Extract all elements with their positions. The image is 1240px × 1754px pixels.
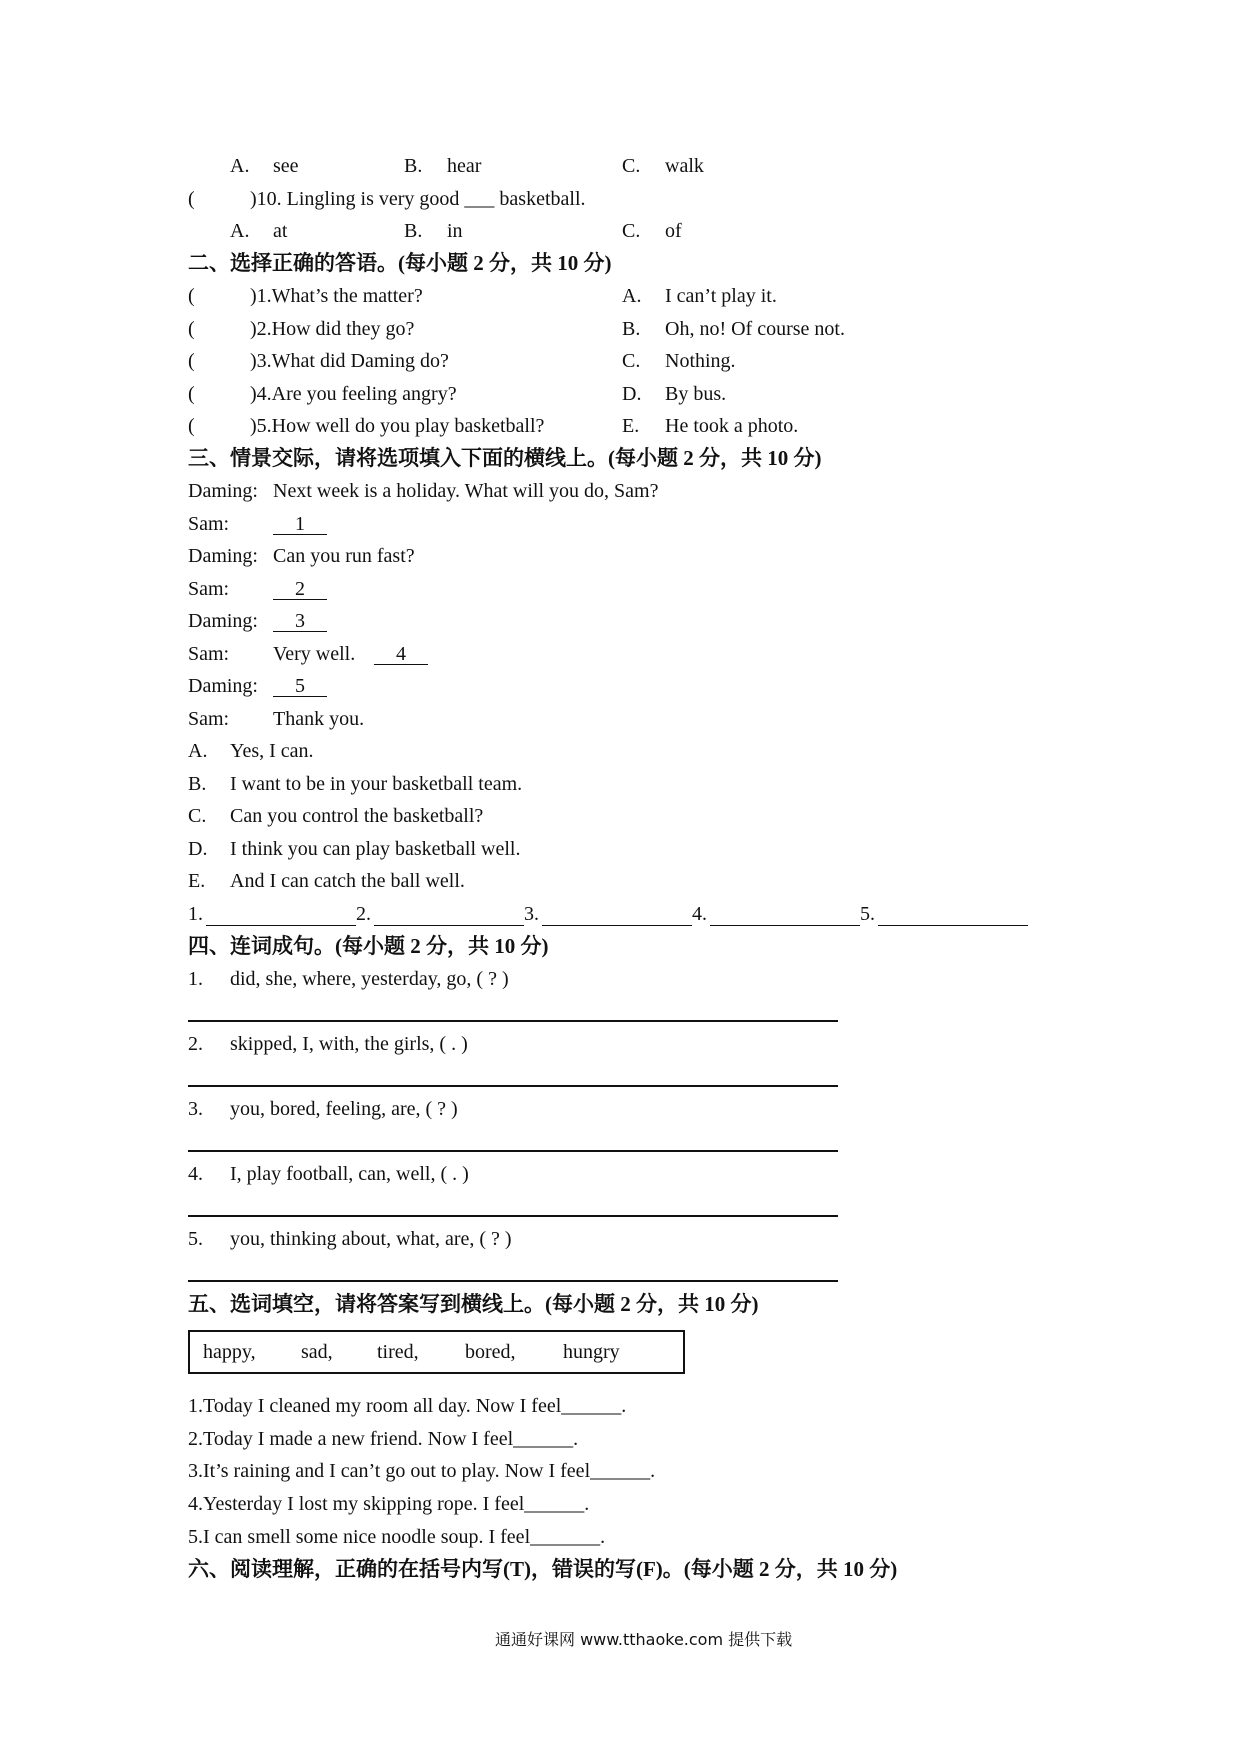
answer-number: 5. (860, 903, 875, 925)
answer-text: I can’t play it. (665, 285, 777, 307)
section-2-heading: 二、选择正确的答语。(每小题 2 分，共 10 分) (188, 251, 612, 275)
speaker: Daming: (188, 675, 258, 697)
speaker: Sam: (188, 708, 230, 730)
fill-sentence[interactable]: 4.Yesterday I lost my skipping rope. I feel______. (188, 1493, 590, 1515)
answer-blank[interactable] (878, 904, 1028, 926)
fill-sentence[interactable]: 2.Today I made a new friend. Now I feel______. (188, 1428, 579, 1450)
question-paren: ( (188, 285, 195, 307)
write-line[interactable] (188, 1150, 838, 1152)
question-paren: ( (188, 188, 195, 210)
speaker: Sam: (188, 513, 230, 535)
write-line[interactable] (188, 1020, 838, 1022)
write-line[interactable] (188, 1280, 838, 1282)
blank-3[interactable]: 3 (273, 611, 327, 632)
footer-text: 通通好课网 www.tthaoke.com 提供下载 (495, 1630, 793, 1649)
question-paren: ( (188, 415, 195, 437)
question-paren: ( (188, 350, 195, 372)
option-letter: A. (230, 220, 250, 242)
question-text: )5.How well do you play basketball? (250, 415, 545, 437)
section-5-heading: 五、选词填空，请将答案写到横线上。(每小题 2 分，共 10 分) (188, 1292, 759, 1316)
question-text: )4.Are you feeling angry? (250, 383, 457, 405)
item-number: 4. (188, 1163, 203, 1185)
option-letter: D. (188, 838, 208, 860)
dialogue-line: Can you run fast? (273, 545, 415, 567)
option-text: in (447, 220, 463, 242)
option-letter: E. (188, 870, 206, 892)
question-text: )1.What’s the matter? (250, 285, 423, 307)
word: tired, (377, 1341, 419, 1363)
blank-1[interactable]: 1 (273, 514, 327, 535)
option-text: I think you can play basketball well. (230, 838, 521, 860)
blank-2[interactable]: 2 (273, 579, 327, 600)
section-3-heading: 三、情景交际，请将选项填入下面的横线上。(每小题 2 分，共 10 分) (188, 446, 822, 470)
item-words: did, she, where, yesterday, go, ( ? ) (230, 968, 509, 990)
option-text: Can you control the basketball? (230, 805, 484, 827)
option-letter: B. (404, 220, 423, 242)
answer-number: 3. (524, 903, 539, 925)
answer-blank[interactable] (710, 904, 860, 926)
option-text: hear (447, 155, 482, 177)
option-text: of (665, 220, 682, 242)
blank-4[interactable]: 4 (374, 644, 428, 665)
blank-5[interactable]: 5 (273, 676, 327, 697)
write-line[interactable] (188, 1215, 838, 1217)
section-6-heading: 六、阅读理解，正确的在括号内写(T)，错误的写(F)。(每小题 2 分，共 10 分) (188, 1557, 898, 1581)
answer-letter: C. (622, 350, 641, 372)
option-letter: C. (622, 155, 641, 177)
speaker: Sam: (188, 643, 230, 665)
option-text: see (273, 155, 299, 177)
answer-text: Oh, no! Of course not. (665, 318, 845, 340)
dialogue-line: Thank you. (273, 708, 365, 730)
option-letter: B. (188, 773, 207, 795)
speaker: Sam: (188, 578, 230, 600)
question-10: )10. Lingling is very good ___ basketball. (250, 188, 586, 210)
item-words: you, bored, feeling, are, ( ? ) (230, 1098, 458, 1120)
word: happy, (203, 1341, 256, 1363)
answer-text: By bus. (665, 383, 727, 405)
option-text: walk (665, 155, 704, 177)
dialogue-line: Very well. (273, 643, 356, 665)
speaker: Daming: (188, 480, 258, 502)
word: hungry (563, 1341, 620, 1363)
question-text: )3.What did Daming do? (250, 350, 449, 372)
answer-text: He took a photo. (665, 415, 799, 437)
answer-letter: D. (622, 383, 642, 405)
write-line[interactable] (188, 1085, 838, 1087)
item-number: 3. (188, 1098, 203, 1120)
answer-blank[interactable] (374, 904, 524, 926)
fill-sentence[interactable]: 1.Today I cleaned my room all day. Now I feel______. (188, 1395, 627, 1417)
answer-letter: B. (622, 318, 641, 340)
answer-number: 2. (356, 903, 371, 925)
fill-sentence[interactable]: 3.It’s raining and I can’t go out to play. Now I feel______. (188, 1460, 656, 1482)
option-letter: B. (404, 155, 423, 177)
option-letter: A. (230, 155, 250, 177)
option-text: Yes, I can. (230, 740, 314, 762)
answer-letter: E. (622, 415, 640, 437)
item-words: you, thinking about, what, are, ( ? ) (230, 1228, 512, 1250)
item-words: I, play football, can, well, ( . ) (230, 1163, 469, 1185)
speaker: Daming: (188, 610, 258, 632)
item-number: 2. (188, 1033, 203, 1055)
word: bored, (465, 1341, 516, 1363)
speaker: Daming: (188, 545, 258, 567)
answer-blank[interactable] (206, 904, 356, 926)
option-letter: C. (188, 805, 207, 827)
answer-text: Nothing. (665, 350, 736, 372)
question-text: )2.How did they go? (250, 318, 415, 340)
dialogue-line: Next week is a holiday. What will you do, Sam? (273, 480, 659, 502)
section-4-heading: 四、连词成句。(每小题 2 分，共 10 分) (188, 934, 549, 958)
option-letter: C. (622, 220, 641, 242)
option-text: And I can catch the ball well. (230, 870, 465, 892)
item-words: skipped, I, with, the girls, ( . ) (230, 1033, 468, 1055)
word: sad, (301, 1341, 333, 1363)
option-letter: A. (188, 740, 208, 762)
fill-sentence[interactable]: 5.I can smell some nice noodle soup. I feel_______. (188, 1526, 606, 1548)
answer-letter: A. (622, 285, 642, 307)
question-paren: ( (188, 383, 195, 405)
question-paren: ( (188, 318, 195, 340)
item-number: 5. (188, 1228, 203, 1250)
option-text: at (273, 220, 288, 242)
option-text: I want to be in your basketball team. (230, 773, 523, 795)
answer-number: 4. (692, 903, 707, 925)
answer-blank[interactable] (542, 904, 692, 926)
answer-number: 1. (188, 903, 203, 925)
item-number: 1. (188, 968, 203, 990)
